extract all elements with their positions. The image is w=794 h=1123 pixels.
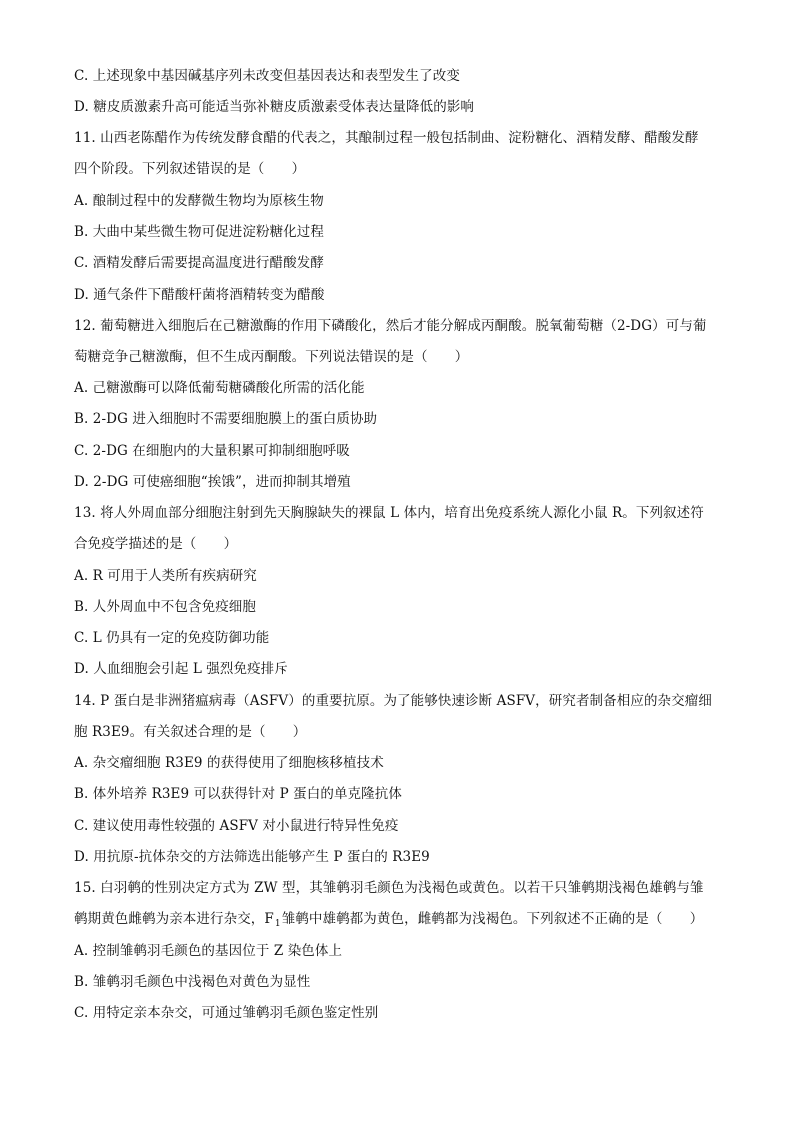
question-15-stem-line-2 bbox=[74, 909, 724, 934]
option-c-q10: C. 上述现象中基因碱基序列未改变但基因表达和表型发生了改变 bbox=[74, 68, 460, 84]
question-14-stem-line-1: 14. P 蛋白是非洲猪瘟病毒（ASFV）的重要抗原。为了能够快速诊断 ASFV，研究者制备相应的杂交瘤细 bbox=[74, 693, 712, 709]
f1-subscript: 1 bbox=[274, 919, 281, 929]
question-13-stem-line-2: 合免疫学描述的是（ ） bbox=[74, 536, 238, 552]
question-12-stem-line-1: 12. 葡萄糖进入细胞后在己糖激酶的作用下磷酸化，然后才能分解成丙酮酸。脱氧葡萄糖（2-DG）可与葡 bbox=[74, 318, 707, 334]
option-c-q13: C. L 仍具有一定的免疫防御功能 bbox=[74, 630, 270, 646]
question-14-stem-line-2: 胞 R3E9。有关叙述合理的是（ ） bbox=[74, 724, 307, 740]
option-d-q14: D. 用抗原-抗体杂交的方法筛选出能够产生 P 蛋白的 R3E9 bbox=[74, 849, 430, 865]
question-15-stem-line-2-head: 鹌期黄色雌鹌为亲本进行杂交，F bbox=[74, 911, 274, 927]
option-d-q13: D. 人血细胞会引起 L 强烈免疫排斥 bbox=[74, 661, 288, 677]
question-11-stem-line-2: 四个阶段。下列叙述错误的是（ ） bbox=[74, 161, 306, 177]
question-12-stem-line-2: 萄糖竞争己糖激酶，但不生成丙酮酸。下列说法错误的是（ ） bbox=[74, 349, 469, 365]
option-b-q11: B. 大曲中某些微生物可促进淀粉糖化过程 bbox=[74, 224, 325, 240]
option-d-q11: D. 通气条件下醋酸杆菌将酒精转变为醋酸 bbox=[74, 287, 325, 303]
option-c-q15: C. 用特定亲本杂交，可通过雏鹌羽毛颜色鉴定性别 bbox=[74, 1005, 379, 1021]
option-c-q12: C. 2-DG 在细胞内的大量积累可抑制细胞呼吸 bbox=[74, 443, 350, 459]
option-d-q10: D. 糖皮质激素升高可能适当弥补糖皮质激素受体表达量降低的影响 bbox=[74, 99, 475, 115]
option-c-q11: C. 酒精发酵后需要提高温度进行醋酸发酵 bbox=[74, 255, 324, 271]
option-b-q13: B. 人外周血中不包含免疫细胞 bbox=[74, 599, 257, 615]
option-b-q12: B. 2-DG 进入细胞时不需要细胞膜上的蛋白质协助 bbox=[74, 411, 378, 427]
question-11-stem-line-1: 11. 山西老陈醋作为传统发酵食醋的代表之，其酿制过程一般包括制曲、淀粉糖化、酒精发酵、醋酸发酵 bbox=[74, 130, 699, 146]
question-13-stem-line-1: 13. 将人外周血部分细胞注射到先天胸腺缺失的裸鼠 L 体内，培育出免疫系统人源化小鼠 R。下列叙述符 bbox=[74, 505, 704, 521]
option-c-q14: C. 建议使用毒性较强的 ASFV 对小鼠进行特异性免疫 bbox=[74, 818, 399, 834]
question-15-stem-line-2-tail: 雏鹌中雄鹌都为黄色，雌鹌都为浅褐色。下列叙述不正确的是（ ） bbox=[281, 911, 704, 927]
option-a-q12: A. 己糖激酶可以降低葡萄糖磷酸化所需的活化能 bbox=[74, 380, 365, 396]
option-a-q15: A. 控制雏鹌羽毛颜色的基因位于 Z 染色体上 bbox=[74, 943, 343, 959]
option-b-q14: B. 体外培养 R3E9 可以获得针对 P 蛋白的单克隆抗体 bbox=[74, 786, 402, 802]
question-15-stem-line-1: 15. 白羽鹌的性别决定方式为 ZW 型，其雏鹌羽毛颜色为浅褐色或黄色。以若干只雏鹌期浅褐色雄鹌与雏 bbox=[74, 880, 704, 896]
option-b-q15: B. 雏鹌羽毛颜色中浅褐色对黄色为显性 bbox=[74, 974, 311, 990]
option-a-q11: A. 酿制过程中的发酵微生物均为原核生物 bbox=[74, 193, 324, 209]
option-a-q13: A. R 可用于人类所有疾病研究 bbox=[74, 568, 257, 584]
option-d-q12: D. 2-DG 可使癌细胞“挨饿”，进而抑制其增殖 bbox=[74, 474, 351, 490]
option-a-q14: A. 杂交瘤细胞 R3E9 的获得使用了细胞核移植技术 bbox=[74, 755, 384, 771]
